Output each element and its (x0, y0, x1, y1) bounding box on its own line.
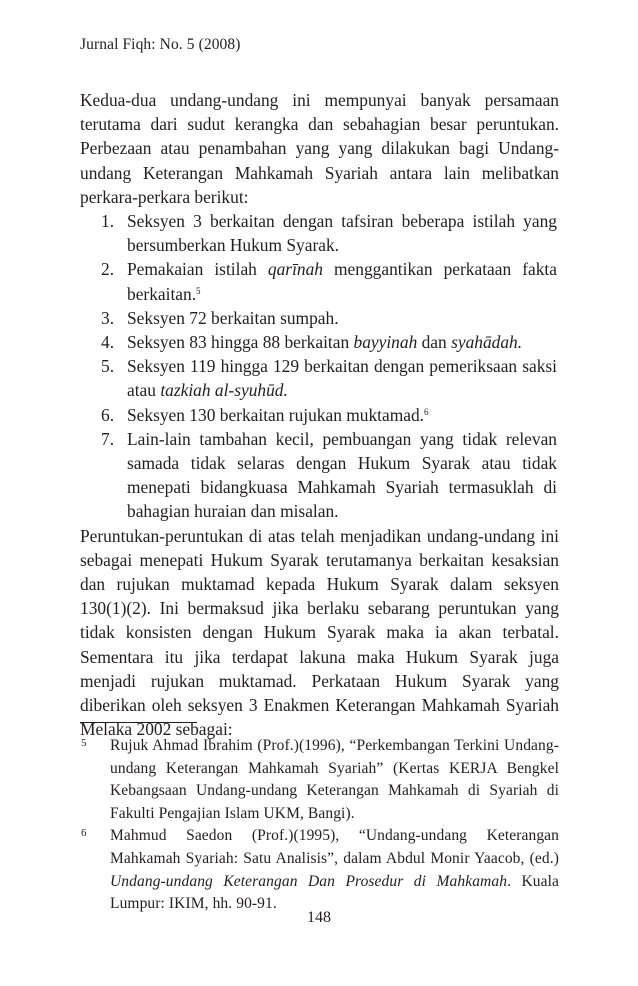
italic-term: tazkiah al-syuhūd. (160, 380, 288, 401)
list-number: 7. (101, 428, 115, 449)
list-item-text: Seksyen 119 hingga 129 berkaitan dengan pemeriksaan saksi atau (127, 356, 557, 401)
list-item-text: menggantikan perkataan fakta berkaitan. (127, 259, 557, 304)
italic-term: qarīnah (267, 259, 323, 280)
footnote-number: 5 (81, 737, 87, 749)
list-item-text: Seksyen 72 berkaitan sumpah. (127, 307, 339, 328)
footnote (80, 735, 559, 825)
page-number: 148 (307, 909, 331, 926)
footnote-text: Mahmud Saedon (Prof.)(1995), “Undang-undang Keterangan Mahkamah Syariah: Satu Analisis”, dalam Abdul Monir Yaacob, (ed.) (110, 827, 559, 867)
running-header: Jurnal Fiqh: No. 5 (2008) (80, 36, 241, 53)
list-item-text: Seksyen 130 berkaitan rujukan muktamad. (127, 404, 425, 425)
list-item (80, 427, 557, 524)
intro-paragraph: Kedua-dua undang-undang ini mempunyai banyak persamaan terutama dari sudut kerangka dan sebahagian besar peruntukan. Perbezaan atau penambahan yang yang dilakukan bagi Undang-undang Keterangan Mahkamah Syariah antara lain melibatkan perkara-perkara berikut: (80, 90, 559, 207)
list-item (80, 330, 557, 354)
list-number: 1. (101, 211, 115, 232)
list-item-text: Pemakaian istilah (127, 259, 268, 280)
main-text (80, 88, 559, 741)
list-item-text: Seksyen 3 berkaitan dengan tafsiran beberapa istilah yang bersumberkan Hukum Syarak. (127, 211, 557, 256)
list-item-text: Lain-lain tambahan kecil, pembuangan yang tidak relevan samada tidak selaras dengan Hukum Syarak atau tidak menepati bidangkuasa Mahkamah Syariah termasuklah di bahagian huraian dan misalan. (127, 428, 557, 522)
footnote-number: 6 (81, 827, 87, 840)
list-number: 6. (101, 404, 115, 425)
italic-term: syahādah. (451, 332, 523, 353)
footnote-marker[interactable]: 6 (424, 406, 429, 417)
footnotes (80, 735, 559, 916)
footnote (80, 825, 559, 915)
closing-paragraph: Peruntukan-peruntukan di atas telah menjadikan undang-undang ini sebagai menepati Hukum Syarak terutamanya berkaitan kesaksian dan rujukan muktamad kepada Hukum Syarak dalam seksyen 130(1)(2). Ini bermaksud jika berlaku sebarang peruntukan yang tidak konsisten dengan Hukum Syarak maka ia akan terbatal. Sementara itu jika terdapat lakuna maka Hukum Syarak juga menjadi rujukan muktamad. Perkataan Hukum Syarak yang diberikan oleh seksyen 3 Enakmen Keterangan Mahkamah Syariah Melaka 2002 sebagai: (80, 525, 559, 740)
list-item-text: Seksyen 83 hingga 88 berkaitan (127, 332, 354, 353)
list-number: 2. (101, 259, 115, 280)
list-item-text: dan (417, 332, 452, 353)
amendments-list (80, 209, 559, 524)
footnote-text: . Kuala Lumpur: IKIM, hh. 90-91. (110, 872, 559, 913)
footnote-text: Rujuk Ahmad Ibrahim (Prof.)(1996), “Perkembangan Terkini Undang-undang Keterangan Mahkamah Syariah” (Kertas KERJA Bengkel Kebangsaan Undang-undang Keterangan Mahkamah di Syariah di Fakulti Pengajian Islam UKM, Bangi). (110, 737, 559, 822)
list-item (80, 403, 557, 427)
footnote-separator (80, 722, 197, 723)
list-item (80, 306, 557, 330)
list-number: 5. (101, 356, 115, 377)
list-number: 3. (101, 307, 115, 328)
list-item (80, 209, 557, 257)
list-number: 4. (101, 332, 115, 353)
italic-term: bayyinah (353, 332, 418, 353)
book-title: Undang-undang Keterangan Dan Prosedur di Mahkamah (110, 872, 508, 890)
footnote-marker[interactable]: 5 (196, 285, 201, 296)
list-item (80, 257, 557, 305)
list-item (80, 354, 557, 402)
